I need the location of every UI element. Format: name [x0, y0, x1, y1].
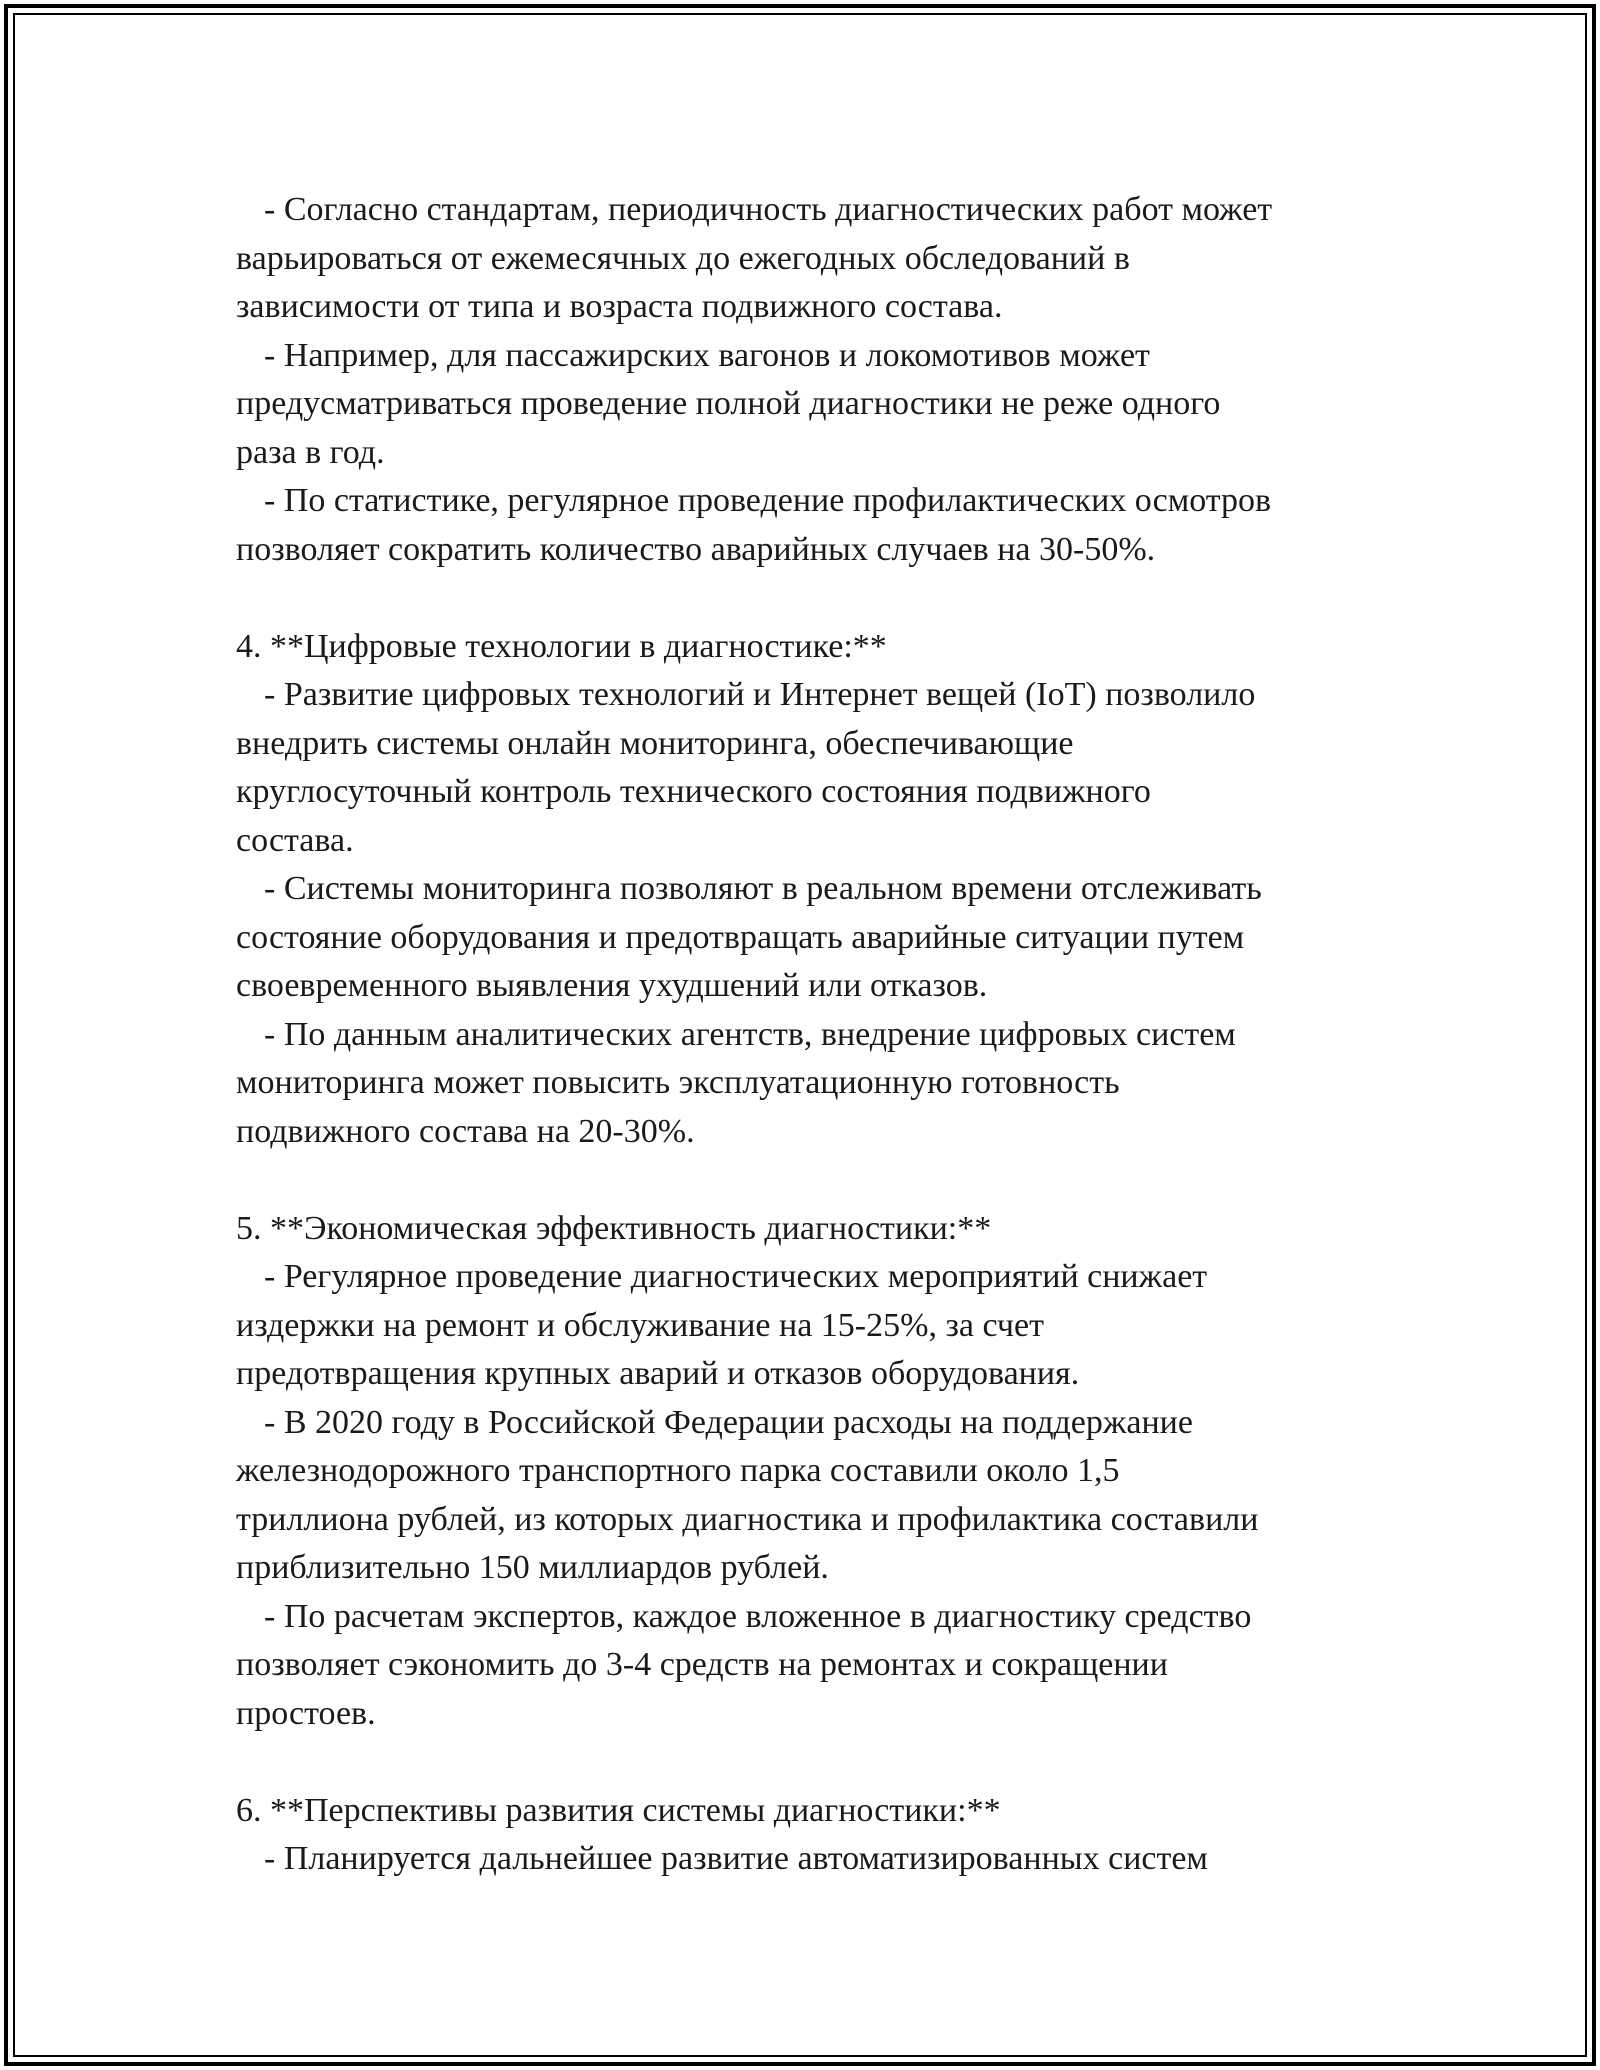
text-line: позволяет сэкономить до 3-4 средств на ремонтах и сокращении [236, 1646, 1168, 1683]
blank-line [236, 1738, 1376, 1787]
text-line: предусматриваться проведение полной диагностики не реже одного [236, 385, 1221, 422]
text-line: - Регулярное проведение диагностических мероприятий снижает [264, 1258, 1208, 1295]
text-line: - Развитие цифровых технологий и Интернет вещей (IoT) позволило [264, 676, 1256, 713]
section-heading-economic-efficiency: 5. **Экономическая эффективность диагностики:** [236, 1209, 992, 1247]
text-line: - Планируется дальнейшее развитие автоматизированных систем [264, 1840, 1208, 1877]
text-line: - В 2020 году в Российской Федерации расходы на поддержание [264, 1403, 1193, 1441]
text-line: приблизительно 150 миллиардов рублей. [236, 1549, 829, 1586]
text-line: круглосуточный контроль технического состояния подвижного [236, 773, 1151, 810]
text-line: зависимости от типа и возраста подвижного состава. [236, 288, 1003, 325]
text-line: - Системы мониторинга позволяют в реальном времени отслеживать [264, 870, 1262, 907]
paragraph-2020-expenses [236, 1399, 1376, 1593]
text-line: подвижного состава на 20-30%. [236, 1112, 695, 1150]
paragraph-inspection-statistics [236, 477, 1376, 574]
paragraph-cost-reduction [236, 1253, 1376, 1399]
text-line: предотвращения крупных аварий и отказов оборудования. [236, 1355, 1080, 1392]
text-line: мониторинга может повысить эксплуатационную готовность [236, 1064, 1120, 1101]
text-line: железнодорожного транспортного парка составили около 1,5 [236, 1452, 1120, 1489]
text-line: раза в год. [236, 433, 385, 471]
text-line: состава. [236, 821, 354, 859]
text-line: варьироваться от ежемесячных до ежегодных обследований в [236, 239, 1130, 277]
paragraph-realtime-monitoring [236, 865, 1376, 1011]
text-line: простоев. [236, 1694, 376, 1732]
section-heading-digital-technologies: 4. **Цифровые технологии в диагностике:** [236, 627, 887, 665]
paragraph-analytics-readiness [236, 1011, 1376, 1157]
paragraph-expert-estimates [236, 1593, 1376, 1739]
paragraph-passenger-wagons-example [236, 332, 1376, 478]
blank-line [236, 574, 1376, 623]
text-line: позволяет сократить количество аварийных случаев на 30-50%. [236, 530, 1156, 568]
paragraph-iot-monitoring [236, 671, 1376, 865]
text-line: - По статистике, регулярное проведение профилактических осмотров [264, 482, 1272, 519]
document-body [236, 186, 1376, 1884]
paragraph-diagnostic-periodicity [236, 186, 1376, 332]
text-line: своевременного выявления ухудшений или отказов. [236, 967, 988, 1004]
text-line: - Например, для пассажирских вагонов и локомотивов может [264, 336, 1150, 374]
text-line: внедрить системы онлайн мониторинга, обеспечивающие [236, 724, 1074, 762]
section-heading-development-prospects: 6. **Перспективы развития системы диагностики:** [236, 1791, 1001, 1829]
text-line: - Согласно стандартам, периодичность диагностических работ может [264, 191, 1273, 228]
text-line: триллиона рублей, из которых диагностика и профилактика составили [236, 1500, 1259, 1538]
text-line: - По данным аналитических агентств, внедрение цифровых систем [264, 1015, 1236, 1053]
text-line: - По расчетам экспертов, каждое вложенное в диагностику средство [264, 1597, 1252, 1635]
text-line: издержки на ремонт и обслуживание на 15-25%, за счет [236, 1306, 1044, 1344]
blank-line [236, 1156, 1376, 1205]
paragraph-automated-systems [236, 1835, 1376, 1884]
text-line: состояние оборудования и предотвращать аварийные ситуации путем [236, 918, 1245, 956]
